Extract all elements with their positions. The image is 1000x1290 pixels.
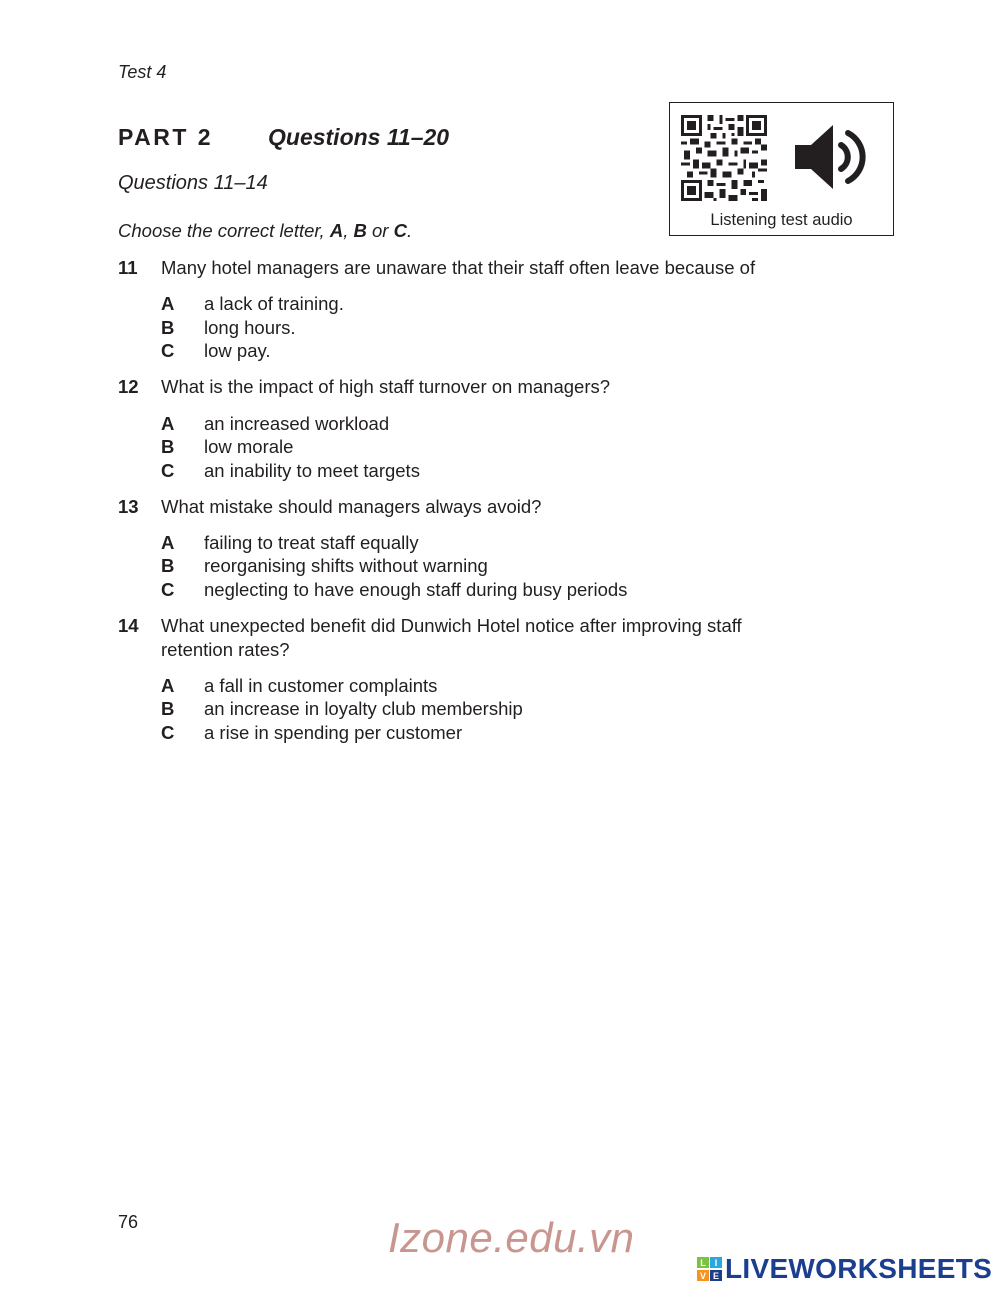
question-number: 11: [118, 257, 138, 278]
audio-caption: Listening test audio: [710, 211, 853, 229]
question-text: Many hotel managers are unaware that their staff often leave because of: [161, 257, 756, 278]
question-text: What mistake should managers always avoid?: [161, 496, 542, 517]
question-number: 14: [118, 615, 139, 636]
option-11-b[interactable]: B long hours.: [161, 317, 296, 338]
speaker-icon[interactable]: [793, 121, 869, 193]
page-number: 76: [118, 1212, 139, 1232]
question-number: 13: [118, 496, 139, 517]
svg-text:V: V: [699, 1271, 707, 1281]
liveworksheets-logo-icon: [697, 1256, 723, 1282]
option-11-c[interactable]: C low pay.: [161, 340, 271, 361]
liveworksheets-brand[interactable]: [697, 1253, 992, 1285]
qr-code-icon[interactable]: [681, 115, 767, 201]
option-12-b[interactable]: B low morale: [161, 436, 294, 457]
audio-panel[interactable]: [669, 102, 894, 236]
option-12-c[interactable]: C an inability to meet targets: [161, 460, 420, 481]
question-text: What is the impact of high staff turnover on managers?: [161, 376, 611, 397]
svg-text:E: E: [712, 1271, 720, 1281]
watermark-link[interactable]: Izone.edu.vn: [388, 1214, 635, 1261]
option-13-a[interactable]: A failing to treat staff equally: [161, 532, 419, 553]
option-12-a[interactable]: A an increased workload: [161, 413, 390, 434]
option-14-a[interactable]: A a fall in customer complaints: [161, 675, 438, 696]
svg-text:I: I: [714, 1258, 718, 1268]
instruction: Choose the correct letter, A, B or C.: [118, 220, 413, 241]
part-title: PART 2: [118, 124, 214, 150]
option-13-c[interactable]: C neglecting to have enough staff during busy periods: [161, 579, 628, 600]
option-14-c[interactable]: C a rise in spending per customer: [161, 722, 463, 743]
option-11-a[interactable]: A a lack of training.: [161, 293, 344, 314]
question-text: What unexpected benefit did Dunwich Hotel notice after improving staff retention rates?: [161, 615, 742, 660]
svg-text:L: L: [700, 1258, 706, 1268]
option-13-b[interactable]: B reorganising shifts without warning: [161, 555, 488, 576]
question-number: 12: [118, 376, 139, 397]
option-14-b[interactable]: B an increase in loyalty club membership: [161, 698, 523, 719]
brand-name: LIVEWORKSHEETS: [725, 1253, 993, 1284]
section-heading: Questions 11–14: [118, 172, 268, 194]
part-questions-range: Questions 11–20: [268, 124, 450, 150]
test-label: Test 4: [118, 62, 167, 82]
